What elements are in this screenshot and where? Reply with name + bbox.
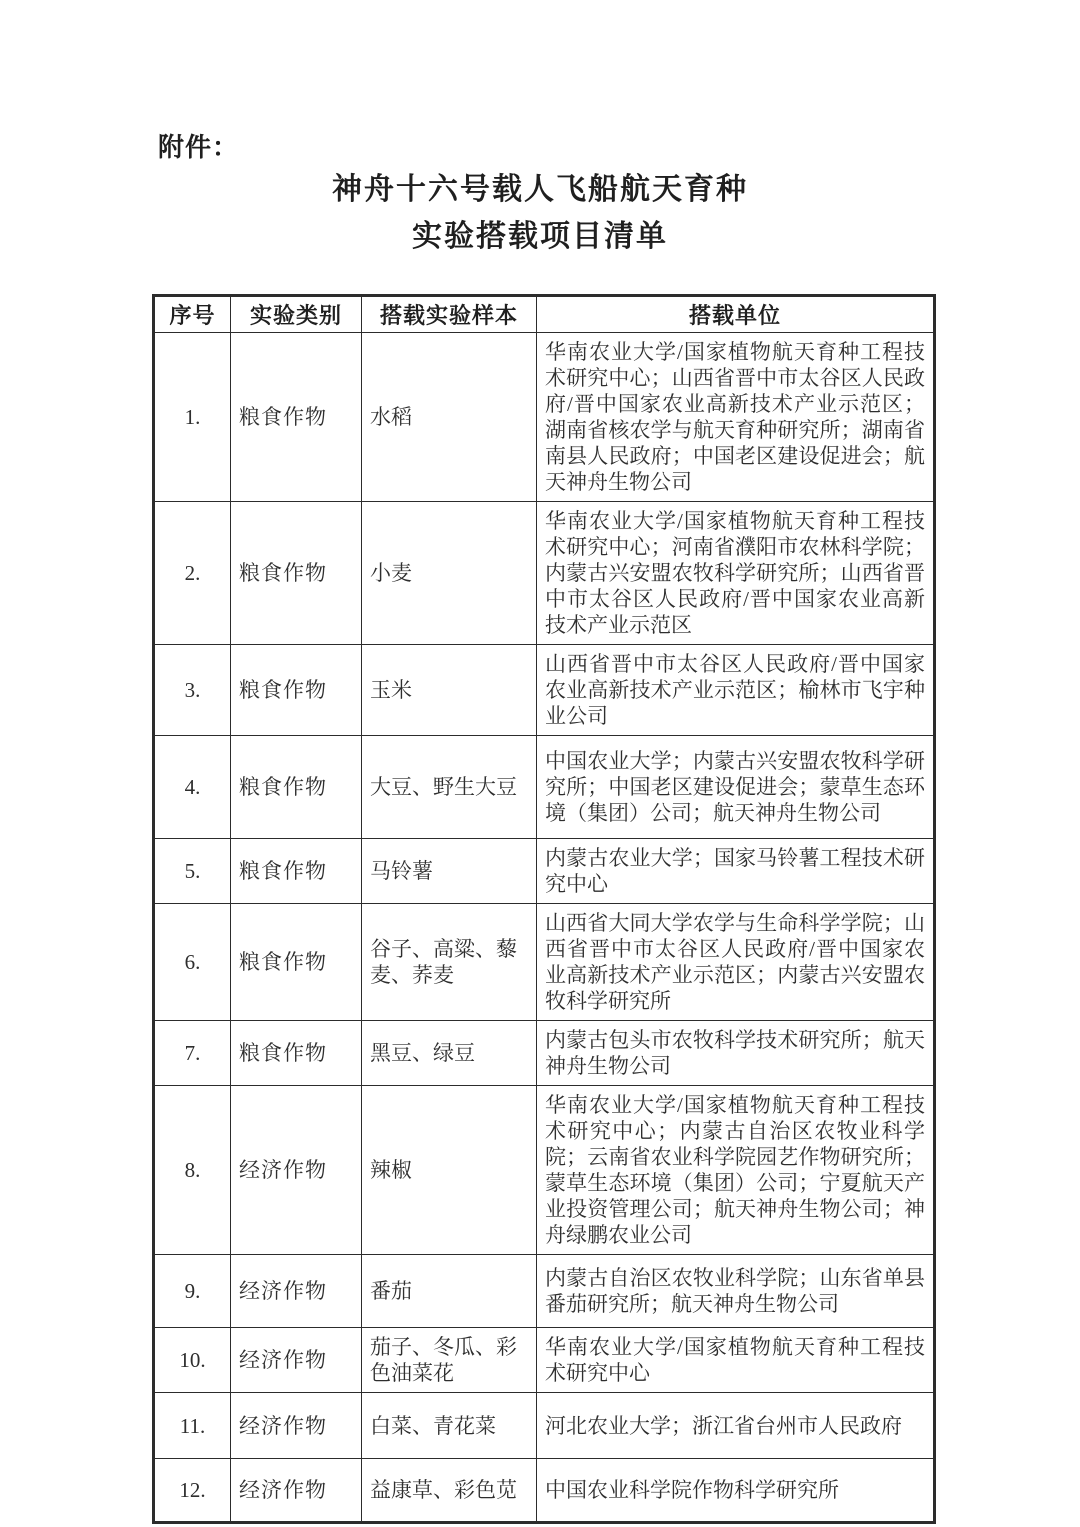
- cell-payload-sample: 马铃薯: [362, 839, 537, 904]
- table-row: [154, 645, 935, 736]
- header-seq-no: 序号: [154, 296, 231, 333]
- cell-payload-sample: 白菜、青花菜: [362, 1393, 537, 1459]
- title-line-1: 神舟十六号载人飞船航天育种: [332, 173, 748, 206]
- cell-experiment-category: 粮食作物: [231, 904, 362, 1021]
- table-row: [154, 1393, 935, 1459]
- cell-payload-unit: 河北农业大学；浙江省台州市人民政府: [537, 1393, 935, 1459]
- table-row: [154, 904, 935, 1021]
- cell-payload-unit: 中国农业大学；内蒙古兴安盟农牧科学研究所；中国老区建设促进会；蒙草生态环境（集团）公司；航天神舟生物公司: [537, 736, 935, 839]
- cell-experiment-category: 粮食作物: [231, 502, 362, 645]
- cell-seq-no: 9.: [154, 1255, 231, 1328]
- cell-payload-sample: 大豆、野生大豆: [362, 736, 537, 839]
- cell-experiment-category: 粮食作物: [231, 839, 362, 904]
- cell-payload-unit: 华南农业大学/国家植物航天育种工程技术研究中心；河南省濮阳市农林科学院；内蒙古兴安盟农牧科学研究所；山西省晋中市太谷区人民政府/晋中国家农业高新技术产业示范区: [537, 502, 935, 645]
- cell-experiment-category: 粮食作物: [231, 333, 362, 502]
- cell-payload-unit: 华南农业大学/国家植物航天育种工程技术研究中心；山西省晋中市太谷区人民政府/晋中国家农业高新技术产业示范区；湖南省核农学与航天育种研究所；湖南省南县人民政府；中国老区建设促进会；航天神舟生物公司: [537, 333, 935, 502]
- header-payload-unit: 搭载单位: [537, 296, 935, 333]
- cell-experiment-category: 粮食作物: [231, 645, 362, 736]
- table-row: [154, 839, 935, 904]
- table-row: [154, 333, 935, 502]
- cell-payload-sample: 玉米: [362, 645, 537, 736]
- header-payload-sample: 搭载实验样本: [362, 296, 537, 333]
- header-experiment-category: 实验类别: [231, 296, 362, 333]
- table-row: [154, 1255, 935, 1328]
- table-row: [154, 502, 935, 645]
- payload-project-table: [152, 294, 936, 1524]
- cell-seq-no: 7.: [154, 1021, 231, 1086]
- cell-seq-no: 3.: [154, 645, 231, 736]
- cell-seq-no: 10.: [154, 1328, 231, 1393]
- table-row: [154, 1459, 935, 1523]
- payload-table-body: [154, 333, 935, 1523]
- cell-experiment-category: 经济作物: [231, 1328, 362, 1393]
- table-row: [154, 1328, 935, 1393]
- cell-payload-sample: 茄子、冬瓜、彩色油菜花: [362, 1328, 537, 1393]
- cell-seq-no: 11.: [154, 1393, 231, 1459]
- cell-seq-no: 12.: [154, 1459, 231, 1523]
- title-line-2: 实验搭载项目清单: [412, 220, 668, 253]
- cell-experiment-category: 粮食作物: [231, 1021, 362, 1086]
- cell-payload-sample: 水稻: [362, 333, 537, 502]
- cell-seq-no: 8.: [154, 1086, 231, 1255]
- cell-experiment-category: 经济作物: [231, 1086, 362, 1255]
- cell-experiment-category: 经济作物: [231, 1393, 362, 1459]
- document-title: [0, 166, 1080, 260]
- table-row: [154, 736, 935, 839]
- cell-payload-sample: 黑豆、绿豆: [362, 1021, 537, 1086]
- cell-payload-sample: 谷子、高粱、藜麦、荞麦: [362, 904, 537, 1021]
- cell-payload-sample: 小麦: [362, 502, 537, 645]
- cell-seq-no: 5.: [154, 839, 231, 904]
- cell-payload-unit: 中国农业科学院作物科学研究所: [537, 1459, 935, 1523]
- cell-payload-unit: 山西省大同大学农学与生命科学学院；山西省晋中市太谷区人民政府/晋中国家农业高新技术产业示范区；内蒙古兴安盟农牧科学研究所: [537, 904, 935, 1021]
- cell-payload-unit: 内蒙古包头市农牧科学技术研究所；航天神舟生物公司: [537, 1021, 935, 1086]
- cell-seq-no: 6.: [154, 904, 231, 1021]
- cell-payload-unit: 华南农业大学/国家植物航天育种工程技术研究中心: [537, 1328, 935, 1393]
- cell-payload-unit: 内蒙古自治区农牧业科学院；山东省单县番茄研究所；航天神舟生物公司: [537, 1255, 935, 1328]
- cell-payload-unit: 华南农业大学/国家植物航天育种工程技术研究中心；内蒙古自治区农牧业科学院；云南省农业科学院园艺作物研究所；蒙草生态环境（集团）公司；宁夏航天产业投资管理公司；航天神舟生物公司；神舟绿鹏农业公司: [537, 1086, 935, 1255]
- cell-experiment-category: 经济作物: [231, 1459, 362, 1523]
- table-row: [154, 1021, 935, 1086]
- cell-seq-no: 4.: [154, 736, 231, 839]
- cell-experiment-category: 经济作物: [231, 1255, 362, 1328]
- cell-seq-no: 1.: [154, 333, 231, 502]
- cell-experiment-category: 粮食作物: [231, 736, 362, 839]
- cell-payload-unit: 内蒙古农业大学；国家马铃薯工程技术研究中心: [537, 839, 935, 904]
- cell-payload-unit: 山西省晋中市太谷区人民政府/晋中国家农业高新技术产业示范区；榆林市飞宇种业公司: [537, 645, 935, 736]
- cell-payload-sample: 番茄: [362, 1255, 537, 1328]
- table-row: [154, 1086, 935, 1255]
- cell-payload-sample: 辣椒: [362, 1086, 537, 1255]
- attachment-label: 附件：: [158, 132, 240, 162]
- cell-payload-sample: 益康草、彩色苋: [362, 1459, 537, 1523]
- table-header-row: [154, 296, 935, 333]
- cell-seq-no: 2.: [154, 502, 231, 645]
